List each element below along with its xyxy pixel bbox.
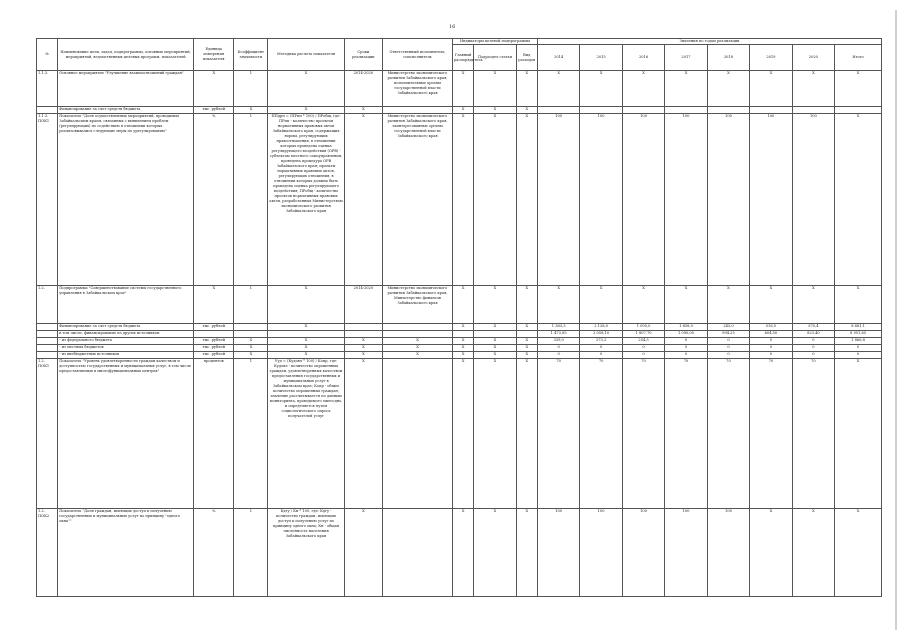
- cell-method: Кдгу / Кн * 100, где: Кдгу - количество граждан, имеющих доступ к получению услуг по принципу одного окна; Кн - общая численность населения Забайкальского края: [268, 509, 344, 597]
- cell-period: X: [344, 338, 382, 345]
- cell-value: 100: [707, 114, 749, 286]
- cell-value: 70: [750, 359, 792, 509]
- cell-name: Финансирование за счет средств бюджета: [58, 107, 194, 114]
- cell-num: [37, 345, 58, 352]
- cell-period: X: [344, 352, 382, 359]
- cell-a: X: [453, 324, 474, 331]
- cell-value: X: [835, 509, 882, 597]
- cell-b: X: [474, 286, 516, 324]
- cell-value: X: [707, 286, 749, 324]
- cell-b: X: [474, 114, 516, 286]
- cell-num: [37, 324, 58, 331]
- header-base-sec: Подраздел статьи: [474, 45, 516, 71]
- cell-unit: [194, 331, 234, 338]
- cell-method: X: [268, 107, 344, 114]
- header-unit: Единица измерения показателя: [194, 39, 234, 71]
- cell-num: 1.2.: [37, 286, 58, 324]
- cell-b: [474, 331, 516, 338]
- cell-b: X: [474, 359, 516, 509]
- cell-name: - из местных бюджетов: [58, 345, 194, 352]
- cell-b: X: [474, 338, 516, 345]
- header-coef: Коэффициент значимости: [234, 39, 268, 71]
- cell-resp: [382, 359, 452, 509]
- cell-value: 0: [622, 352, 664, 359]
- cell-coef: 1: [234, 114, 268, 286]
- cell-c: X: [516, 338, 537, 345]
- cell-value: 1 658,0: [665, 324, 707, 331]
- cell-b: X: [474, 71, 516, 107]
- header-year: 2020: [792, 45, 834, 71]
- cell-resp: [382, 331, 452, 338]
- cell-name: Финансирование за счет средств бюджета: [58, 324, 194, 331]
- cell-name: Показатель "Уровень удовлетворенности граждан качеством и доступностью государственных и муниципальных услуг, в том числе предоставляемых в многофункциональных центрах": [58, 359, 194, 509]
- cell-resp: Министерство экономического развития Забайкальского края, Министерство финансов Забайкальского края: [382, 286, 452, 324]
- cell-a: X: [453, 71, 474, 107]
- cell-c: X: [516, 114, 537, 286]
- cell-value: 0: [707, 345, 749, 352]
- cell-period: [344, 331, 382, 338]
- table-row: [37, 345, 882, 352]
- cell-value: 994,25: [707, 331, 749, 338]
- cell-value: [750, 107, 792, 114]
- cell-method: X: [268, 352, 344, 359]
- cell-value: 100: [665, 114, 707, 286]
- cell-unit: тыс. рублей: [194, 352, 234, 359]
- cell-value: X: [580, 286, 622, 324]
- cell-coef: X: [234, 107, 268, 114]
- cell-a: X: [453, 107, 474, 114]
- cell-value: 100: [580, 509, 622, 597]
- cell-value: 0: [792, 345, 834, 352]
- cell-value: 70: [792, 359, 834, 509]
- table-row: [37, 352, 882, 359]
- cell-value: X: [835, 71, 882, 107]
- cell-coef: 1: [234, 286, 268, 324]
- cell-num: [37, 331, 58, 338]
- cell-c: X: [516, 71, 537, 107]
- header-name: Наименование цели, задач, подпрограммы, основных мероприятий, мероприятий, ведомственных целевых программ, показателей: [58, 39, 194, 71]
- cell-value: X: [665, 286, 707, 324]
- cell-resp: [382, 107, 452, 114]
- header-year: 2017: [665, 45, 707, 71]
- cell-num: 1.2. ПОК1: [37, 359, 58, 509]
- cell-value: [580, 107, 622, 114]
- cell-coef: X: [234, 352, 268, 359]
- cell-period: 2014-2020: [344, 71, 382, 107]
- cell-unit: тыс. рублей: [194, 338, 234, 345]
- cell-value: 70: [537, 359, 579, 509]
- cell-method: X: [268, 345, 344, 352]
- cell-value: 0: [750, 345, 792, 352]
- cell-unit: X: [194, 286, 234, 324]
- cell-value: 254,5: [622, 338, 664, 345]
- cell-resp: X: [382, 338, 452, 345]
- cell-value: 100: [665, 509, 707, 597]
- cell-name: Подпрограмма "Совершенствование системы государственного управления в Забайкальском крае": [58, 286, 194, 324]
- header-base-group: Индикаторы целевой подпрограммы: [453, 39, 538, 45]
- table-row: [37, 509, 882, 597]
- cell-c: X: [516, 509, 537, 597]
- cell-unit: %: [194, 114, 234, 286]
- cell-value: 0: [537, 352, 579, 359]
- cell-value: 0: [665, 338, 707, 345]
- header-year: 2014: [537, 45, 579, 71]
- cell-num: 1.2. ПОК2: [37, 509, 58, 597]
- cell-name: Показатель "Доля осуществленных мероприятий, проводимых Забайкальским краем, связанных с выявлением проблем (регулирующих) по содействию в отношении которых реализовывались следующие меры по урегулированию": [58, 114, 194, 286]
- cell-value: 0: [792, 352, 834, 359]
- cell-unit: X: [194, 71, 234, 107]
- cell-value: 70: [580, 359, 622, 509]
- cell-value: 100: [750, 114, 792, 286]
- cell-method: X: [268, 71, 344, 107]
- table-body: [37, 71, 882, 597]
- cell-value: 1 473,85: [537, 331, 579, 338]
- cell-a: X: [453, 114, 474, 286]
- cell-value: 0: [537, 345, 579, 352]
- cell-period: X: [344, 359, 382, 509]
- cell-unit: тыс. рублей: [194, 345, 234, 352]
- table-row: [37, 114, 882, 286]
- cell-value: 0: [835, 352, 882, 359]
- cell-name: - из внебюджетных источников: [58, 352, 194, 359]
- header-base-type: Вид расходов: [516, 45, 537, 71]
- cell-value: 1 090,00: [665, 331, 707, 338]
- cell-period: X: [344, 509, 382, 597]
- table-row: [37, 324, 882, 331]
- table-row: [37, 338, 882, 345]
- cell-period: X: [344, 107, 382, 114]
- cell-method: [268, 331, 344, 338]
- cell-method: X: [268, 286, 344, 324]
- cell-value: [622, 107, 664, 114]
- cell-coef: 1: [234, 359, 268, 509]
- cell-num: 1.1.3. ПОК1: [37, 114, 58, 286]
- cell-a: X: [453, 359, 474, 509]
- header-responsible: Ответственный исполнитель, соисполнитель: [382, 39, 452, 71]
- cell-unit: тыс. рублей: [194, 107, 234, 114]
- cell-c: X: [516, 345, 537, 352]
- cell-value: 1 866,8: [835, 338, 882, 345]
- table-row: [37, 359, 882, 509]
- cell-value: 100: [622, 509, 664, 597]
- cell-a: X: [453, 338, 474, 345]
- cell-value: [835, 107, 882, 114]
- cell-value: [792, 107, 834, 114]
- cell-b: X: [474, 324, 516, 331]
- cell-value: 100: [707, 509, 749, 597]
- cell-value: 0: [580, 352, 622, 359]
- cell-value: X: [750, 286, 792, 324]
- cell-value: 0: [580, 345, 622, 352]
- cell-value: 100: [580, 114, 622, 286]
- cell-coef: X: [234, 338, 268, 345]
- cell-value: X: [750, 509, 792, 597]
- cell-c: X: [516, 352, 537, 359]
- cell-name: Показатель "Доля граждан, имеющих доступ к получению государственных и муниципальных услуг по принципу "одного окна"": [58, 509, 194, 597]
- header-total: Итого: [835, 45, 882, 71]
- cell-value: X: [750, 71, 792, 107]
- cell-a: X: [453, 509, 474, 597]
- cell-value: 339,0: [537, 338, 579, 345]
- cell-value: [665, 107, 707, 114]
- cell-value: 2 058,10: [580, 331, 622, 338]
- cell-method: X: [268, 338, 344, 345]
- cell-coef: [234, 331, 268, 338]
- indicator-table: [36, 38, 882, 597]
- cell-method: X: [268, 324, 344, 331]
- cell-coef: X: [234, 345, 268, 352]
- cell-unit: %: [194, 509, 234, 597]
- cell-value: X: [580, 71, 622, 107]
- cell-c: X: [516, 286, 537, 324]
- cell-value: 0: [665, 345, 707, 352]
- cell-value: 8 681,1: [835, 324, 882, 331]
- cell-coef: [234, 324, 268, 331]
- cell-value: 0: [622, 345, 664, 352]
- cell-value: X: [537, 71, 579, 107]
- header-year: 2019: [750, 45, 792, 71]
- cell-b: X: [474, 509, 516, 597]
- cell-value: 100: [622, 114, 664, 286]
- cell-unit: процентов: [194, 359, 234, 509]
- table-row: [37, 71, 882, 107]
- header-method: Методика расчета показателя: [268, 39, 344, 71]
- cell-num: [37, 338, 58, 345]
- cell-period: X: [344, 345, 382, 352]
- cell-value: 516,5: [750, 324, 792, 331]
- cell-value: 0: [835, 345, 882, 352]
- cell-method: Ууд = (Кудовл * 100) / Копр, где: Кудовл - количество опрошенных граждан, удовлетворенных качеством предоставления государственных и муниципальных услуг в Забайкальском крае; Копр - общее количество опрошенных граждан; значение рассчитывается по данным мониторинга, проводимого ежегодно, и определяется путем социологического опроса получателей услуг: [268, 359, 344, 509]
- cell-value: [707, 107, 749, 114]
- cell-value: X: [835, 286, 882, 324]
- cell-value: 0: [707, 338, 749, 345]
- cell-value: 0: [665, 352, 707, 359]
- header-period: Сроки реализации: [344, 39, 382, 71]
- cell-value: X: [792, 71, 834, 107]
- cell-resp: [382, 509, 452, 597]
- cell-num: 1.1.3.: [37, 71, 58, 107]
- cell-method: ППдрп = (ПРпп * 100) / ПРобщ, где: ПРпп - количество проектов нормативных правовых актов Забайкальского края, содержащих нормы, регулирующих правоотношения, в отношении которых проведена оценка регулирующего воздействия (ОРВ) - субъектам местного самоуправления, проведена процедура ОРВ Забайкальского края; проекты нормативных правовых актов, регулирующих отношения, в отношении которых должна быть проведена оценка регулирующего воздействия; ПРобщ - количество проектов нормативных правовых актов, разработанных Министерством экономического развития Забайкальского края: [268, 114, 344, 286]
- cell-value: [537, 107, 579, 114]
- cell-value: 823,40: [792, 331, 834, 338]
- cell-resp: X: [382, 352, 452, 359]
- table-row: [37, 107, 882, 114]
- cell-b: X: [474, 352, 516, 359]
- cell-name: - из федерального бюджета: [58, 338, 194, 345]
- cell-value: X: [622, 71, 664, 107]
- cell-value: 0: [707, 352, 749, 359]
- header-num: №: [37, 39, 58, 71]
- cell-unit: тыс. рублей: [194, 324, 234, 331]
- cell-value: 100: [792, 114, 834, 286]
- cell-resp: X: [382, 345, 452, 352]
- cell-value: X: [622, 286, 664, 324]
- cell-value: 570,4: [792, 324, 834, 331]
- scan-edge: [895, 10, 897, 630]
- cell-b: X: [474, 107, 516, 114]
- cell-name: в том числе, финансирование из других источников:: [58, 331, 194, 338]
- cell-value: 1 383,3: [537, 324, 579, 331]
- cell-value: 1 095,0: [622, 324, 664, 331]
- cell-value: X: [537, 286, 579, 324]
- cell-resp: Министерство экономического развития Забайкальского края, исполнительные органы государственной власти Забайкальского края: [382, 71, 452, 107]
- cell-resp: [382, 324, 452, 331]
- cell-c: X: [516, 324, 537, 331]
- cell-value: X: [792, 509, 834, 597]
- cell-value: 0: [750, 352, 792, 359]
- cell-value: 0: [750, 338, 792, 345]
- cell-name: Основное мероприятие "Улучшение взаимоотношений граждан": [58, 71, 194, 107]
- cell-value: 0: [792, 338, 834, 345]
- cell-value: 273,2: [580, 338, 622, 345]
- cell-a: X: [453, 286, 474, 324]
- cell-b: X: [474, 345, 516, 352]
- cell-coef: 1: [234, 509, 268, 597]
- cell-value: X: [665, 71, 707, 107]
- cell-c: X: [516, 359, 537, 509]
- cell-a: X: [453, 345, 474, 352]
- table-row: [37, 286, 882, 324]
- page-number: 16: [449, 24, 456, 30]
- cell-a: [453, 331, 474, 338]
- cell-value: 243,0: [707, 324, 749, 331]
- cell-period: 2014-2020: [344, 286, 382, 324]
- cell-value: X: [835, 114, 882, 286]
- cell-value: 70: [707, 359, 749, 509]
- header-year: 2018: [707, 45, 749, 71]
- header-values-group: Значения по годам реализации: [537, 39, 881, 45]
- cell-value: X: [707, 71, 749, 107]
- cell-value: 604,50: [750, 331, 792, 338]
- cell-a: X: [453, 352, 474, 359]
- cell-value: 70: [622, 359, 664, 509]
- cell-num: [37, 352, 58, 359]
- cell-value: X: [835, 359, 882, 509]
- cell-value: X: [792, 286, 834, 324]
- cell-period: X: [344, 114, 382, 286]
- cell-coef: 1: [234, 71, 268, 107]
- header-base-main: Главный распорядитель: [453, 45, 474, 71]
- cell-c: X: [516, 107, 537, 114]
- cell-value: 100: [537, 509, 579, 597]
- cell-value: 2 128,0: [580, 324, 622, 331]
- cell-value: 70: [665, 359, 707, 509]
- cell-period: [344, 324, 382, 331]
- cell-value: 1 807,70: [622, 331, 664, 338]
- header-year: 2016: [622, 45, 664, 71]
- cell-resp: Министерство экономического развития Забайкальского края, заинтересованные органы государственной власти Забайкальского края: [382, 114, 452, 286]
- cell-num: [37, 107, 58, 114]
- table-row: [37, 331, 882, 338]
- header-year: 2015: [580, 45, 622, 71]
- cell-value: 8 951,65: [835, 331, 882, 338]
- cell-c: [516, 331, 537, 338]
- cell-value: 100: [537, 114, 579, 286]
